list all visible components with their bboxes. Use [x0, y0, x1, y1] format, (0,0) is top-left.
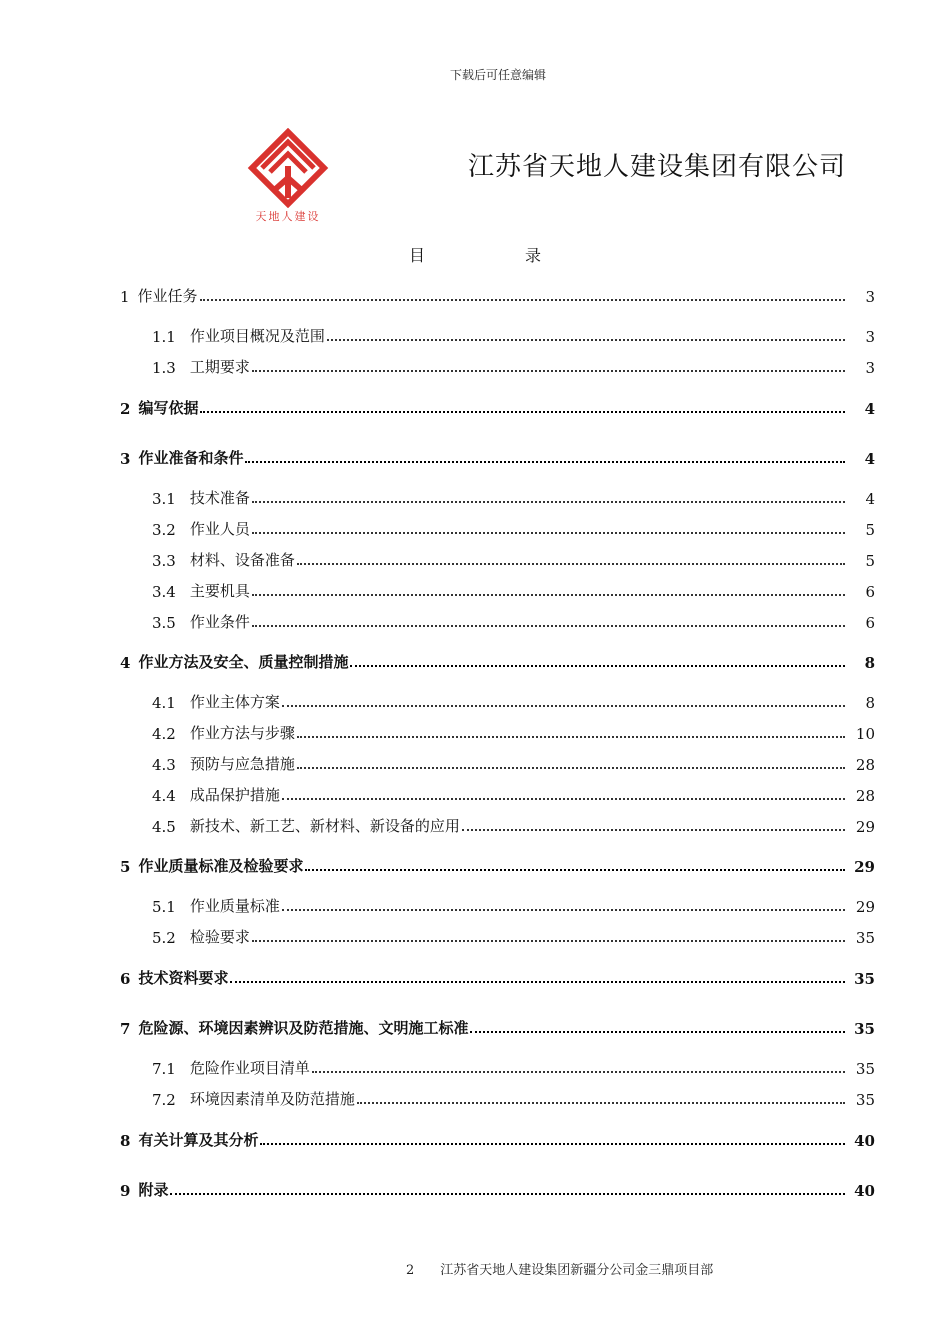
toc-entry-label: 技术准备	[189, 489, 250, 507]
toc-entry-page: 8	[865, 694, 875, 712]
logo-text: 天地人建设	[255, 210, 321, 223]
toc-entry-page: 3	[865, 288, 875, 306]
toc-entry-label: 作业项目概况及范围	[189, 327, 325, 345]
toc-entry-page: 10	[855, 725, 875, 743]
toc-entry[interactable]	[120, 1128, 875, 1150]
toc-dot-leader	[252, 939, 845, 942]
toc-entry-page: 4	[864, 450, 875, 468]
toc-entry[interactable]	[152, 752, 875, 774]
company-logo	[240, 128, 336, 228]
toc-entry-number: 4.3	[152, 756, 176, 774]
toc-entry[interactable]	[152, 1087, 875, 1109]
toc-entry[interactable]	[152, 517, 875, 539]
toc-entry-number: 4.4	[152, 787, 176, 805]
toc-title-left: 目	[408, 246, 425, 265]
toc-entry-page: 6	[865, 614, 875, 632]
toc-entry-page: 5	[865, 552, 875, 570]
toc-dot-leader	[357, 1101, 845, 1104]
toc-entry-page: 8	[864, 654, 875, 672]
logo-emblem-icon	[240, 128, 336, 208]
toc-entry-number: 5.1	[152, 898, 176, 916]
toc-entry-number: 2	[120, 400, 131, 418]
toc-entry[interactable]	[152, 610, 875, 632]
toc-entry[interactable]	[152, 548, 875, 570]
toc-entry-number: 8	[120, 1132, 131, 1150]
toc-dot-leader	[297, 562, 845, 565]
toc-entry[interactable]	[120, 446, 875, 468]
toc-entry-label: 危险作业项目清单	[189, 1059, 310, 1077]
toc-entry-page: 35	[855, 1060, 875, 1078]
toc-entry[interactable]	[120, 966, 875, 988]
toc-entry-label: 附录	[138, 1181, 169, 1199]
toc-entry-number: 1.3	[152, 359, 176, 377]
toc-title	[0, 243, 950, 266]
toc-entry-label: 作业人员	[189, 520, 250, 538]
toc-entry-number: 3.5	[152, 614, 176, 632]
toc-dot-leader	[200, 298, 845, 301]
toc-entry-page: 28	[855, 787, 875, 805]
toc-entry[interactable]	[152, 579, 875, 601]
toc-entry-page: 4	[864, 400, 875, 418]
toc-entry-number: 1	[120, 288, 130, 306]
toc-entry-number: 9	[120, 1182, 131, 1200]
toc-entry-page: 35	[854, 1020, 875, 1038]
toc-entry-label: 工期要求	[189, 358, 250, 376]
toc-entry-page: 35	[855, 929, 875, 947]
toc-entry-label: 技术资料要求	[138, 969, 229, 987]
toc-dot-leader	[245, 460, 845, 463]
toc-entry-page: 3	[865, 328, 875, 346]
toc-dot-leader	[230, 980, 845, 983]
toc-entry-number: 4.2	[152, 725, 176, 743]
toc-entry-label: 编写依据	[138, 399, 199, 417]
toc-entry[interactable]	[120, 854, 875, 876]
toc-entry-page: 6	[865, 583, 875, 601]
toc-entry-number: 3.2	[152, 521, 176, 539]
toc-entry-page: 35	[854, 970, 875, 988]
toc-entry-label: 预防与应急措施	[189, 755, 295, 773]
toc-entry-label: 作业准备和条件	[138, 449, 244, 467]
toc-dot-leader	[312, 1070, 845, 1073]
toc-entry-label: 危险源、环境因素辨识及防范措施、文明施工标准	[138, 1019, 469, 1037]
toc-entry-page: 4	[865, 490, 875, 508]
toc-entry[interactable]	[120, 284, 875, 306]
toc-entry[interactable]	[152, 925, 875, 947]
toc-entry-page: 40	[854, 1182, 875, 1200]
toc-entry[interactable]	[120, 650, 875, 672]
toc-entry[interactable]	[152, 894, 875, 916]
toc-dot-leader	[297, 735, 845, 738]
toc-entry-label: 材料、设备准备	[189, 551, 295, 569]
company-name: 江苏省天地人建设集团有限公司	[468, 152, 847, 182]
toc-entry-number: 7.2	[152, 1091, 176, 1109]
toc-entry-number: 3.1	[152, 490, 176, 508]
toc-dot-leader	[470, 1030, 845, 1033]
toc-entry-label: 作业方法及安全、质量控制措施	[138, 653, 349, 671]
toc-entry-number: 3.4	[152, 583, 176, 601]
toc-entry-label: 主要机具	[189, 582, 250, 600]
toc-entry-label: 作业方法与步骤	[189, 724, 295, 742]
toc-entry-number: 1.1	[152, 328, 176, 346]
toc-dot-leader	[282, 908, 845, 911]
toc-dot-leader	[170, 1192, 845, 1195]
toc-entry[interactable]	[152, 486, 875, 508]
toc-entry-number: 5.2	[152, 929, 176, 947]
toc-entry[interactable]	[152, 324, 875, 346]
page-footer	[406, 1259, 713, 1278]
toc-entry-label: 作业条件	[189, 613, 250, 631]
toc-entry-number: 3	[120, 450, 131, 468]
toc-dot-leader	[252, 369, 845, 372]
toc-dot-leader	[350, 664, 845, 667]
toc-entry[interactable]	[152, 783, 875, 805]
toc-entry-number: 4	[120, 654, 131, 672]
toc-dot-leader	[200, 410, 845, 413]
download-note: 下载后可任意编辑	[449, 68, 546, 82]
toc-dot-leader	[252, 624, 845, 627]
toc-dot-leader	[252, 500, 845, 503]
toc-entry-number: 4.1	[152, 694, 176, 712]
toc-entry-number: 7.1	[152, 1060, 176, 1078]
toc-entry[interactable]	[152, 721, 875, 743]
toc-entry[interactable]	[152, 690, 875, 712]
toc-entry-page: 28	[855, 756, 875, 774]
toc-entry[interactable]	[152, 1056, 875, 1078]
toc-entry[interactable]	[152, 355, 875, 377]
toc-entry-page: 29	[854, 858, 875, 876]
toc-entry-label: 作业任务	[137, 287, 198, 305]
toc-dot-leader	[252, 593, 845, 596]
toc-entry-label: 环境因素清单及防范措施	[189, 1090, 355, 1108]
toc-entry-label: 有关计算及其分析	[138, 1131, 259, 1149]
toc-entry[interactable]	[120, 1016, 875, 1038]
toc-entry-label: 检验要求	[189, 928, 250, 946]
toc-entry-label: 成品保护措施	[189, 786, 280, 804]
toc-entry[interactable]	[120, 396, 875, 418]
toc-entry-page: 29	[855, 818, 875, 836]
toc-entry-number: 6	[120, 970, 131, 988]
toc-dot-leader	[305, 868, 845, 871]
toc-dot-leader	[282, 704, 845, 707]
toc-entry-label: 作业主体方案	[189, 693, 280, 711]
toc-entry-number: 3.3	[152, 552, 176, 570]
toc-entry-label: 作业质量标准及检验要求	[138, 857, 304, 875]
footer-page-number: 2	[406, 1263, 415, 1278]
toc-entry-number: 5	[120, 858, 131, 876]
toc-dot-leader	[252, 531, 845, 534]
toc-dot-leader	[297, 766, 845, 769]
toc-title-right: 录	[525, 246, 542, 265]
toc-dot-leader	[462, 828, 845, 831]
toc-entry-page: 3	[865, 359, 875, 377]
toc-entry-page: 40	[854, 1132, 875, 1150]
toc-entry-page: 29	[855, 898, 875, 916]
toc-entry-page: 35	[855, 1091, 875, 1109]
toc-entry[interactable]	[120, 1178, 875, 1200]
toc-entry-number: 7	[120, 1020, 131, 1038]
toc-entry-label: 作业质量标准	[189, 897, 280, 915]
toc-dot-leader	[327, 338, 845, 341]
toc-dot-leader	[260, 1142, 845, 1145]
toc-entry-label: 新技术、新工艺、新材料、新设备的应用	[189, 817, 460, 835]
toc-dot-leader	[282, 797, 845, 800]
toc-entry[interactable]	[152, 814, 875, 836]
toc-entry-number: 4.5	[152, 818, 176, 836]
toc-entry-page: 5	[865, 521, 875, 539]
footer-text: 江苏省天地人建设集团新疆分公司金三鼎项目部	[440, 1263, 714, 1278]
